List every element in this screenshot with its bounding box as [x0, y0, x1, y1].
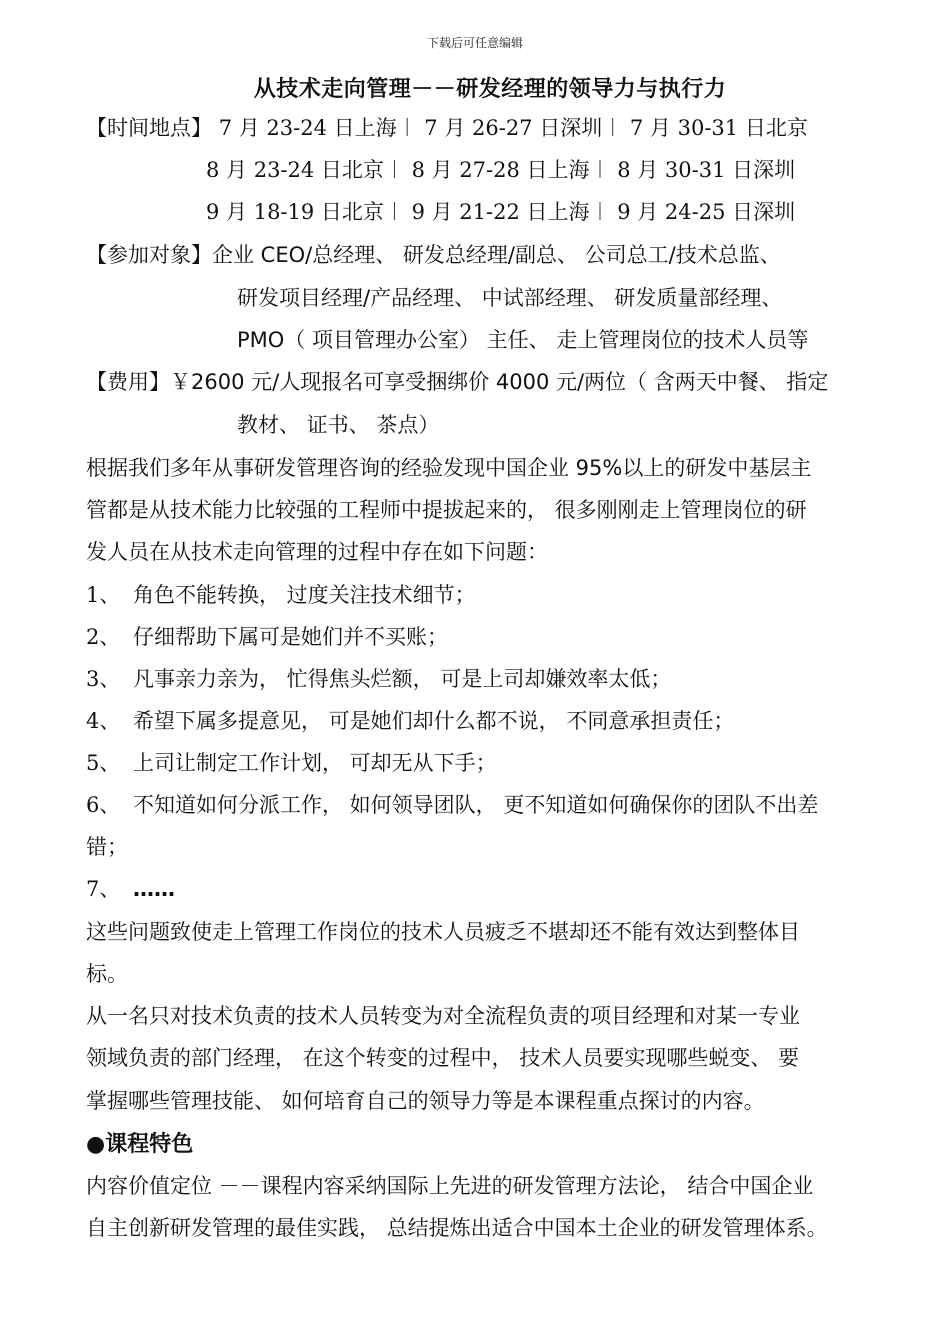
- time-place-label: 【时间地点】: [86, 116, 212, 140]
- list-item: 6、 不知道如何分派工作， 如何领导团队， 更不知道如何确保你的团队不出差: [86, 793, 819, 817]
- time-place-row: 9 月 18-19 日北京︱ 9 月 21-22 日上海︱ 9 月 24-25 日深圳: [206, 200, 796, 224]
- header-note: 下载后可任意编辑: [426, 36, 523, 50]
- paragraph-line: 从一名只对技术负责的技术人员转变为对全流程负责的项目经理和对某一专业: [86, 1004, 800, 1028]
- time-place-value: 7 月 23-24 日上海︱ 7 月 26-27 日深圳︱ 7 月 30-31 日北京: [218, 116, 808, 140]
- list-item: 1、 角色不能转换， 过度关注技术细节；: [86, 583, 476, 607]
- intro-line: 发人员在从技术走向管理的过程中存在如下问题：: [86, 540, 548, 564]
- list-item: 2、 仔细帮助下属可是她们并不买账；: [86, 625, 448, 649]
- fee-row: 教材、 证书、 茶点）: [237, 413, 440, 437]
- audience-row: 研发项目经理/产品经理、 中试部经理、 研发质量部经理、: [237, 286, 783, 310]
- section-heading: ●课程特色: [86, 1132, 194, 1157]
- fee-label: 【费用】: [86, 370, 170, 394]
- paragraph-line: 自主创新研发管理的最佳实践， 总结提炼出适合中国本土企业的研发管理体系。: [86, 1216, 828, 1240]
- intro-line: 根据我们多年从事研发管理咨询的经验发现中国企业 95%以上的研发中基层主: [86, 456, 812, 480]
- document-title: 从技术走向管理－－研发经理的领导力与执行力: [253, 77, 727, 102]
- list-item: 错；: [86, 835, 128, 859]
- time-place-row: [86, 113, 808, 143]
- time-place-row: 8 月 23-24 日北京︱ 8 月 27-28 日上海︱ 8 月 30-31 日深圳: [206, 158, 796, 182]
- list-item: 7、 ……: [86, 877, 175, 901]
- list-item: 4、 希望下属多提意见， 可是她们却什么都不说， 不同意承担责任；: [86, 709, 735, 733]
- intro-line: 管都是从技术能力比较强的工程师中提拔起来的， 很多刚刚走上管理岗位的研: [86, 498, 807, 522]
- audience-label: 【参加对象】: [86, 243, 212, 267]
- paragraph-line: 领域负责的部门经理， 在这个转变的过程中， 技术人员要实现哪些蜕变、 要: [86, 1046, 800, 1070]
- list-item: 5、 上司让制定工作计划， 可却无从下手；: [86, 751, 497, 775]
- audience-row: [86, 240, 781, 270]
- audience-row: PMO（ 项目管理办公室） 主任、 走上管理岗位的技术人员等: [237, 328, 809, 352]
- paragraph-line: 掌握哪些管理技能、 如何培育自己的领导力等是本课程重点探讨的内容。: [86, 1089, 765, 1113]
- paragraph-line: 标。: [86, 962, 128, 986]
- paragraph-line: 这些问题致使走上管理工作岗位的技术人员疲乏不堪却还不能有效达到整体目: [86, 920, 800, 944]
- fee-row: [86, 367, 828, 397]
- audience-value: 企业 CEO/总经理、 研发总经理/副总、 公司总工/技术总监、: [212, 243, 781, 267]
- list-item: 3、 凡事亲力亲为， 忙得焦头烂额， 可是上司却嫌效率太低；: [86, 667, 672, 691]
- fee-value: ￥2600 元/人现报名可享受捆绑价 4000 元/两位（ 含两天中餐、 指定: [170, 370, 829, 394]
- paragraph-line: 内容价值定位 －－课程内容采纳国际上先进的研发管理方法论， 结合中国企业: [86, 1174, 814, 1198]
